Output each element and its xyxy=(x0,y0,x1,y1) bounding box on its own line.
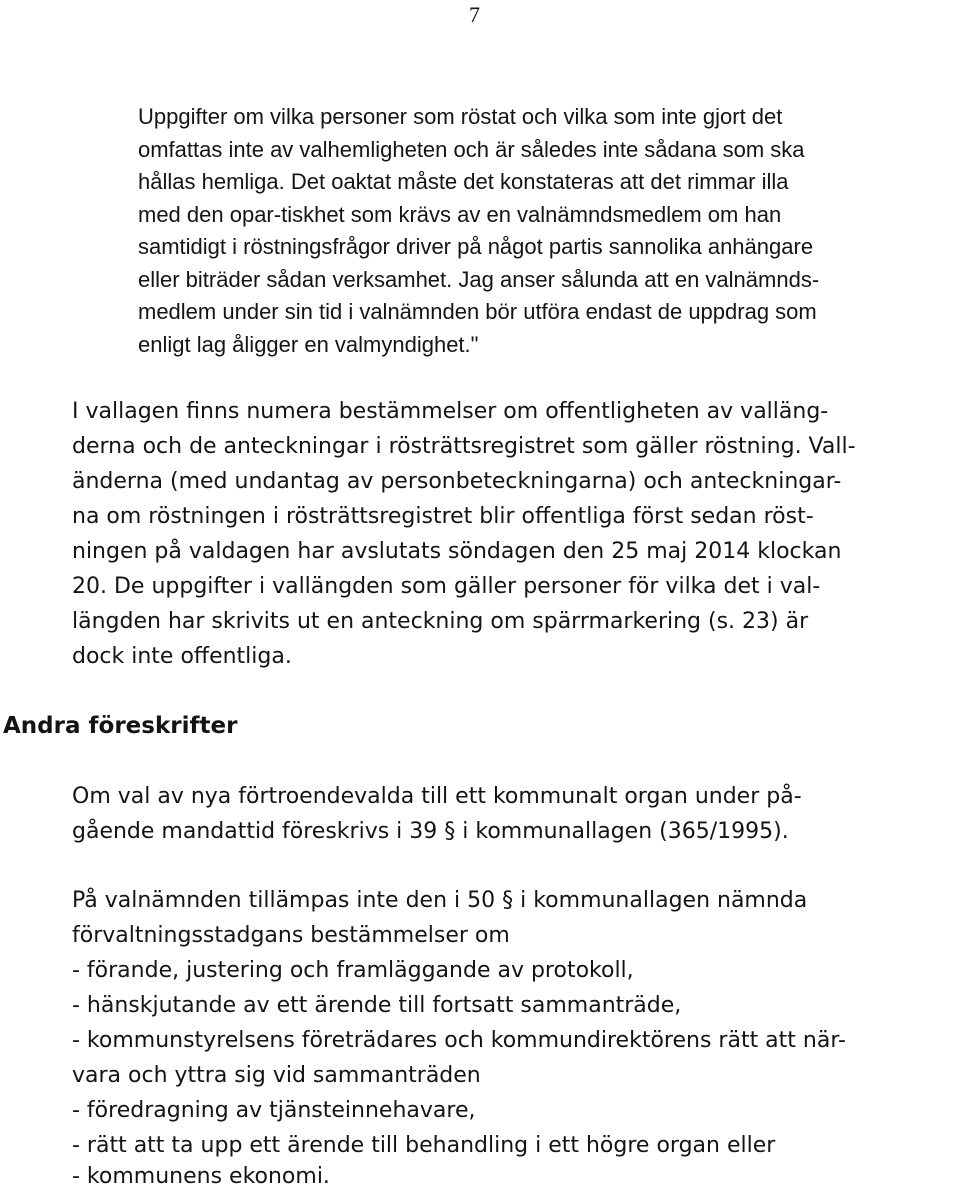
text-line: ningen på valdagen har avslutats söndagen den 25 maj 2014 klockan xyxy=(72,539,842,564)
list-item-continuation: vara och yttra sig vid sammanträden xyxy=(72,1063,481,1088)
text-line: enligt lag åligger en valmyndighet." xyxy=(138,332,479,357)
section-heading: Andra föreskrifter xyxy=(3,713,238,739)
text-line: samtidigt i röstningsfrågor driver på något partis sannolika anhängare xyxy=(138,234,814,259)
list-item: - föredragning av tjänsteinnehavare, xyxy=(72,1098,476,1123)
text-line: förvaltningsstadgans bestämmelser om xyxy=(72,923,510,948)
text-line: omfattas inte av valhemligheten och är således inte sådana som ska xyxy=(138,137,805,162)
page-number: 7 xyxy=(469,2,480,27)
text-line: eller biträder sådan verksamhet. Jag anser sålunda att en valnämnds- xyxy=(138,267,820,292)
list-item: - hänskjutande av ett ärende till fortsatt sammanträde, xyxy=(72,993,682,1018)
list-item: - rätt att ta upp ett ärende till behandling i ett högre organ eller xyxy=(72,1133,776,1158)
text-line: med den opar-tiskhet som krävs av en valnämndsmedlem om han xyxy=(138,202,782,227)
text-line: dock inte offentliga. xyxy=(72,644,292,669)
text-line: 20. De uppgifter i vallängden som gäller personer för vilka det i val- xyxy=(72,574,821,599)
text-line: änderna (med undantag av personbeteckningarna) och anteckningar- xyxy=(72,469,842,494)
list-item: - kommunens ekonomi. xyxy=(72,1164,330,1189)
text-line: I vallagen finns numera bestämmelser om offentligheten av valläng- xyxy=(72,399,829,424)
text-line: längden har skrivits ut en anteckning om spärrmarkering (s. 23) är xyxy=(72,609,809,634)
text-line: På valnämnden tillämpas inte den i 50 § i kommunallagen nämnda xyxy=(72,888,808,913)
text-line: derna och de anteckningar i rösträttsregistret som gäller röstning. Vall- xyxy=(72,434,856,459)
text-line: gående mandattid föreskrivs i 39 § i kommunallagen (365/1995). xyxy=(72,819,789,844)
text-line: Uppgifter om vilka personer som röstat och vilka som inte gjort det xyxy=(138,104,783,129)
list-item: - förande, justering och framläggande av protokoll, xyxy=(72,958,634,983)
text-line: Om val av nya förtroendevalda till ett kommunalt organ under på- xyxy=(72,784,802,809)
text-line: medlem under sin tid i valnämnden bör utföra endast de uppdrag som xyxy=(138,299,817,324)
list-item: - kommunstyrelsens företrädares och kommundirektörens rätt att när- xyxy=(72,1028,846,1053)
text-line: na om röstningen i rösträttsregistret blir offentliga först sedan röst- xyxy=(72,504,814,529)
text-line: hållas hemliga. Det oaktat måste det konstateras att det rimmar illa xyxy=(138,169,789,194)
